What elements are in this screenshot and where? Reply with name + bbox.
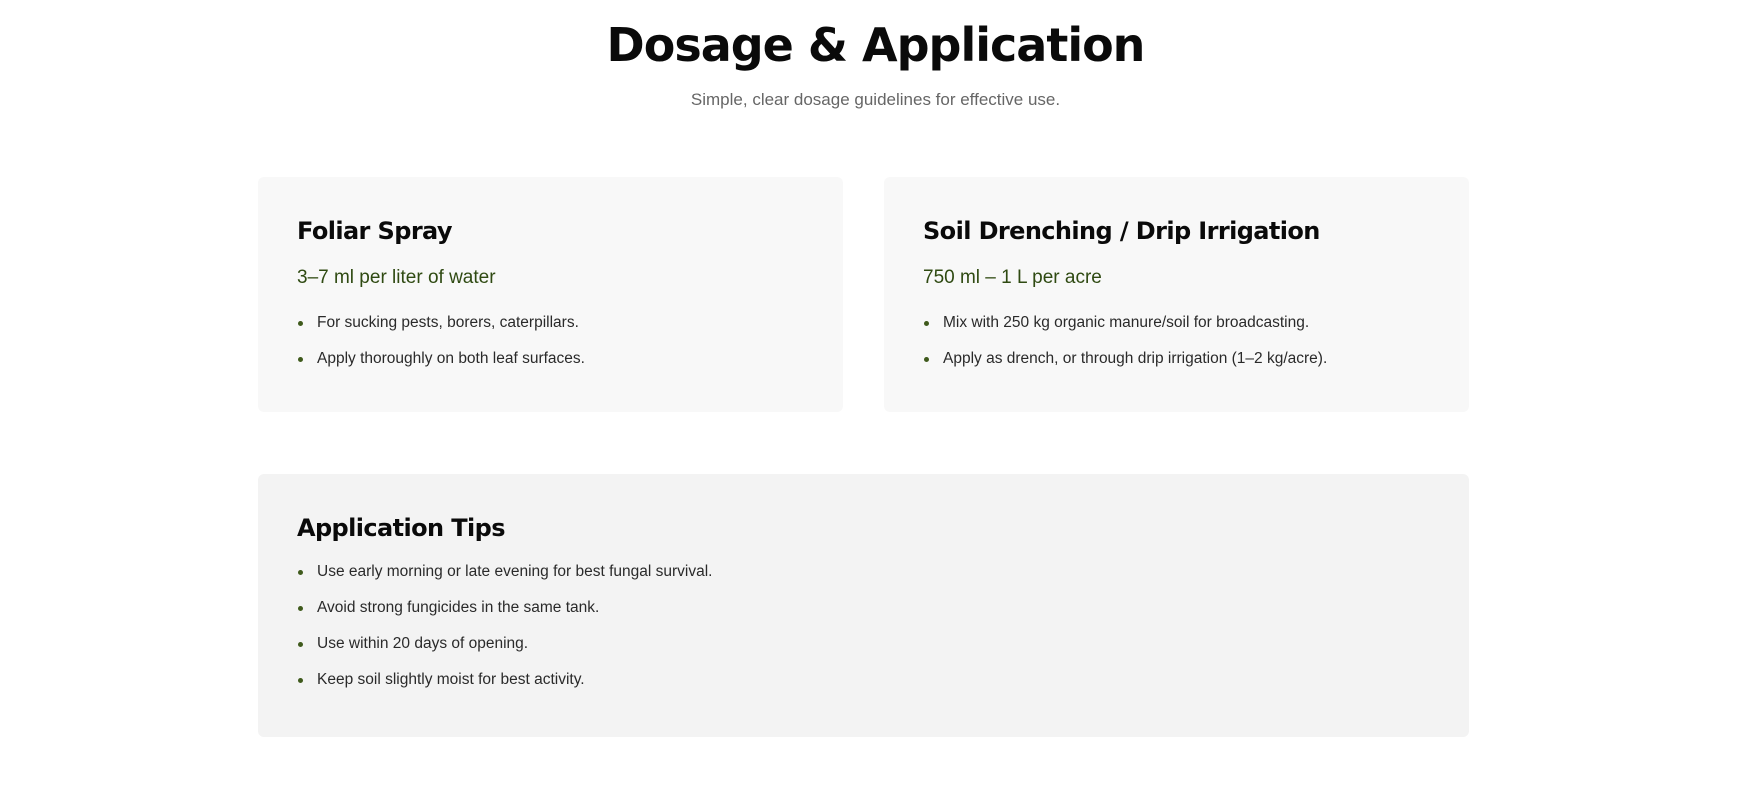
list-item-text: Apply as drench, or through drip irrigation (1–2 kg/acre).: [943, 350, 1328, 367]
bullet-dot-icon: [298, 321, 303, 326]
list-item: [297, 562, 712, 598]
list-item: [297, 349, 585, 385]
card-title: Application Tips: [297, 514, 505, 542]
bullet-list: [923, 313, 1327, 385]
bullet-dot-icon: [298, 357, 303, 362]
card-title: Soil Drenching / Drip Irrigation: [923, 217, 1320, 245]
list-item-text: Avoid strong fungicides in the same tank.: [317, 599, 600, 616]
list-item: [297, 598, 712, 634]
soil-drenching-card: [884, 177, 1469, 412]
page-subtitle: Simple, clear dosage guidelines for effective use.: [690, 90, 1061, 109]
foliar-spray-card: [258, 177, 843, 412]
list-item-text: Use within 20 days of opening.: [317, 635, 529, 652]
bullet-list: [297, 562, 712, 706]
dosage-text: 3–7 ml per liter of water: [297, 267, 496, 288]
list-item: [923, 313, 1327, 349]
page-title: Dosage & Application: [606, 18, 1145, 72]
bullet-dot-icon: [298, 606, 303, 611]
bullet-dot-icon: [298, 570, 303, 575]
list-item: [923, 349, 1327, 385]
bullet-dot-icon: [924, 321, 929, 326]
list-item: [297, 313, 585, 349]
card-title: Foliar Spray: [297, 217, 452, 245]
list-item: [297, 670, 712, 706]
list-item: [297, 634, 712, 670]
bullet-dot-icon: [924, 357, 929, 362]
list-item-text: Keep soil slightly moist for best activity.: [317, 671, 585, 688]
application-tips-card: [258, 474, 1469, 737]
list-item-text: For sucking pests, borers, caterpillars.: [317, 314, 579, 331]
list-item-text: Apply thoroughly on both leaf surfaces.: [317, 350, 585, 367]
dosage-text: 750 ml – 1 L per acre: [923, 267, 1102, 288]
list-item-text: Mix with 250 kg organic manure/soil for broadcasting.: [943, 314, 1310, 331]
bullet-dot-icon: [298, 642, 303, 647]
bullet-list: [297, 313, 585, 385]
list-item-text: Use early morning or late evening for best fungal survival.: [317, 563, 713, 580]
bullet-dot-icon: [298, 678, 303, 683]
